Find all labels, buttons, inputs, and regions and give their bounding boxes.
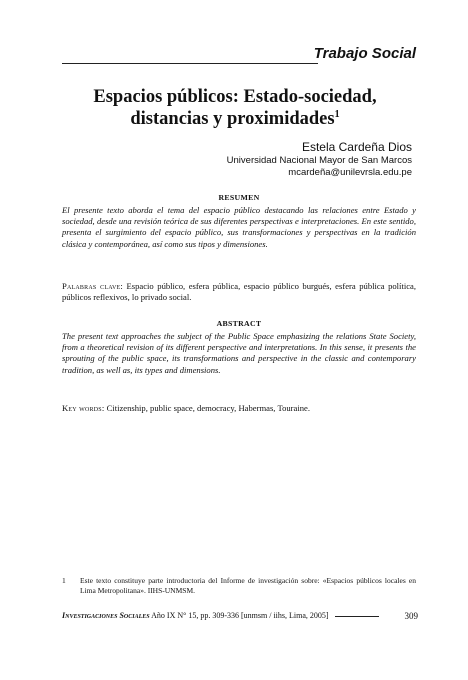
- abstract-keywords-text: Citizenship, public space, democracy, Habermas, Touraine.: [106, 403, 311, 413]
- resumen-text: El presente texto aborda el tema del espacio público destacando las relaciones entre Estado y sociedad, desde una revisión teórica de sus diferentes perspectivas e interpretaciones. En este sentido, presenta el surgimiento del espacio público, sus transformaciones y perspectivas en la tradición clásica y contemporánea, así como sus tipos y dimensiones.: [62, 205, 416, 249]
- resumen-keywords: [62, 281, 416, 303]
- author-affiliation: Universidad Nacional Mayor de San Marcos: [226, 155, 412, 166]
- title-line-1: Espacios públicos: Estado-sociedad,: [93, 87, 377, 107]
- resumen-keywords-text: Espacio público, esfera pública, espacio público burgués, esfera pública política, públicos reflexivos, lo privado social.: [62, 281, 417, 303]
- footer-rule: [335, 616, 379, 617]
- footer-citation: Año IX N° 15, pp. 309-336 [unmsm / iihs, Lima, 2005]: [151, 611, 329, 620]
- resumen-heading: RESUMEN: [218, 193, 260, 202]
- footnote-number: 1: [62, 576, 66, 585]
- header-rule: [62, 63, 318, 64]
- footnote-text: Este texto constituye parte introductoria del Informe de investigación sobre: «Espacios públicos locales en Lima Metropolitana». IIHS-UNMSM.: [80, 576, 416, 595]
- title-line-2: [60, 108, 410, 130]
- page-number: 309: [404, 611, 418, 621]
- footer-journal: Investigaciones Sociales: [62, 611, 150, 620]
- article-title: [60, 86, 410, 130]
- abstract-heading: ABSTRACT: [216, 319, 262, 328]
- abstract-keywords-label: Key words:: [62, 403, 105, 413]
- title-line-2-text: distancias y proximidades: [130, 109, 335, 129]
- author-email: mcardeña@unilevrsla.edu.pe: [288, 167, 412, 178]
- title-footnote-mark: 1: [334, 108, 340, 120]
- abstract-text: The present text approaches the subject of the Public Space emphasizing the relations State Society, from a theoretical revision of its different perspective and interpretations. In this sense, it presents the sprouting of the public space, its transformations and perspective in the classic and contemporary tradition, as well as, its types and dimensions.: [62, 331, 416, 375]
- section-label: Trabajo Social: [313, 45, 416, 62]
- page-footer: [62, 611, 418, 625]
- abstract-keywords: [62, 403, 416, 414]
- author-name: Estela Cardeña Dios: [301, 140, 412, 154]
- resumen-keywords-label: Palabras clave:: [62, 281, 123, 291]
- author-block: [227, 139, 412, 179]
